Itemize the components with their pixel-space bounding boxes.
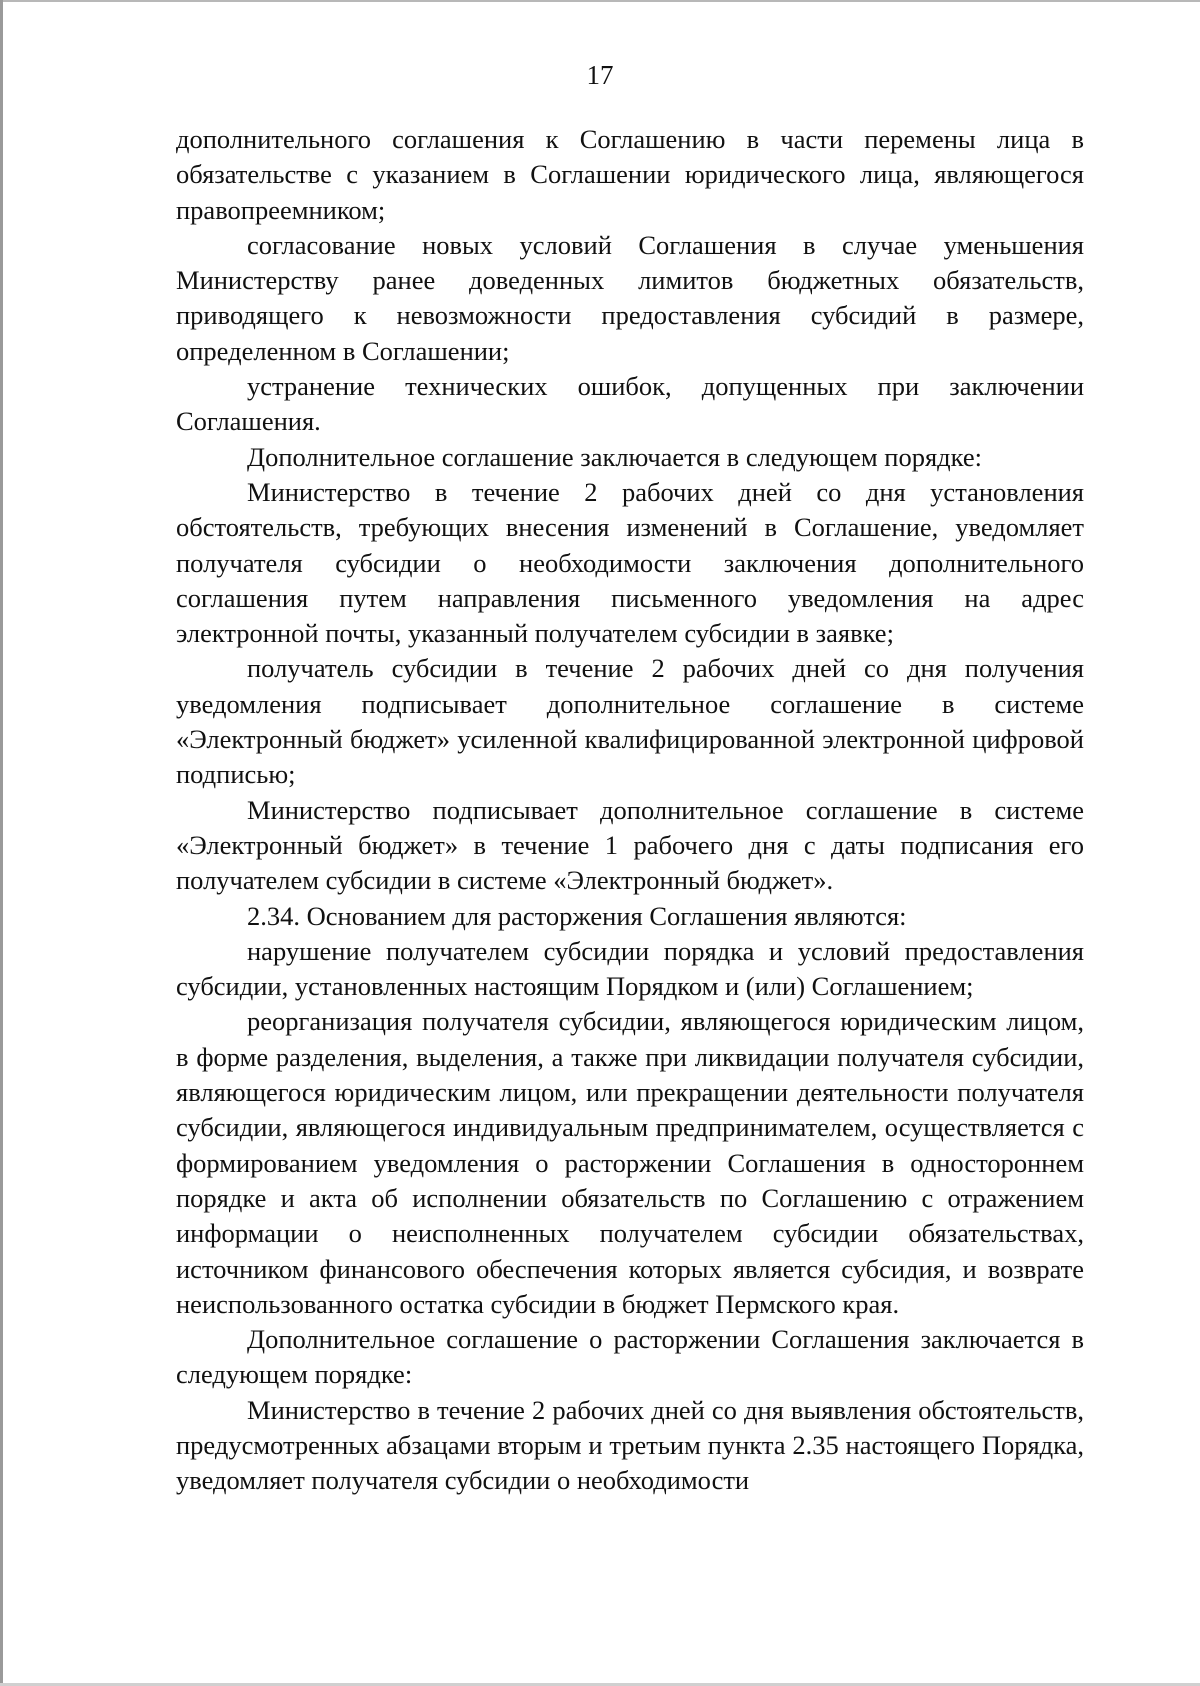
page-edge-left — [0, 0, 3, 1686]
paragraph-12: Министерство в течение 2 рабочих дней со дня выявления обстоятельств, предусмотренных абзацами вторым и третьим пункта 2.35 настоящего Порядка, уведомляет получателя субсидии о необходимости — [176, 1394, 1084, 1496]
page-number: 17 — [586, 60, 614, 90]
paragraph-1: дополнительного соглашения к Соглашению в части перемены лица в обязательстве с указанием в Соглашении юридического лица, являющегося правопреемником; — [176, 124, 1084, 225]
paragraph-2: согласование новых условий Соглашения в случае уменьшения Министерству ранее доведенных лимитов бюджетных обязательств, приводящего к невозможности предоставления субсидий в размере, определенном в Соглашении; — [176, 229, 1084, 366]
paragraph-10: реорганизация получателя субсидии, являющегося юридическим лицом, в форме разделения, выделения, а также при ликвидации получателя субсидии, являющегося юридическим лицом, или прекращении деятельности получателя субсидии, являющегося индивидуальным предпринимателем, осуществляется с формированием уведомления о расторжении Соглашения в одностороннем порядке и акта об исполнении обязательств по Соглашению с отражением информации о неисполненных получателем субсидии обязательствах, источником финансового обеспечения которых является субсидия, и возврате неиспользованного остатка субсидии в бюджет Пермского края. — [176, 1006, 1084, 1319]
page-edge-top — [0, 0, 1200, 2]
paragraph-8: 2.34. Основанием для расторжения Соглашения являются: — [247, 900, 907, 931]
paragraph-6: получатель субсидии в течение 2 рабочих дней со дня получения уведомления подписывает дополнительное соглашение в системе «Электронный бюджет» усиленной квалифицированной электронной цифровой подписью; — [176, 653, 1084, 790]
document-body — [176, 122, 1084, 1499]
paragraph-9: нарушение получателем субсидии порядка и условий предоставления субсидии, установленных настоящим Порядком и (или) Соглашением; — [176, 935, 1084, 1002]
paragraph-3: устранение технических ошибок, допущенных при заключении Соглашения. — [176, 371, 1084, 437]
paragraph-7: Министерство подписывает дополнительное соглашение в системе «Электронный бюджет» в течение 1 рабочего дня с даты подписания его получателем субсидии в системе «Электронный бюджет». — [176, 794, 1084, 896]
paragraph-4: Дополнительное соглашение заключается в следующем порядке: — [247, 441, 982, 472]
paragraph-11: Дополнительное соглашение о расторжении Соглашения заключается в следующем порядке: — [176, 1324, 1084, 1390]
paragraph-5: Министерство в течение 2 рабочих дней со дня установления обстоятельств, требующих внесения изменений в Соглашение, уведомляет получателя субсидии о необходимости заключения дополнительного соглашения путем направления письменного уведомления на адрес электронной почты, указанный получателем субсидии в заявке; — [176, 476, 1084, 649]
